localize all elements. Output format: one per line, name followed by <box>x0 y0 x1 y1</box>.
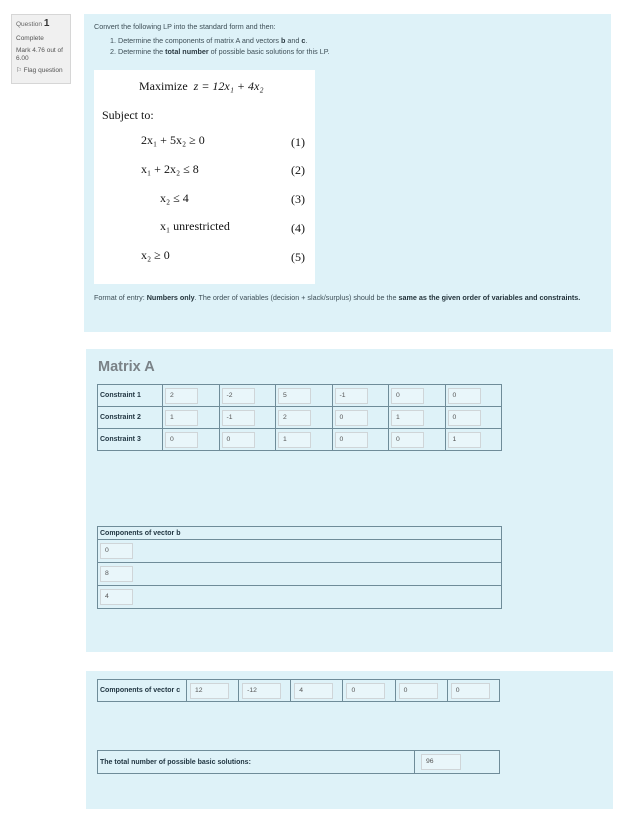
answer-input[interactable]: 0 <box>448 388 481 404</box>
table-row <box>98 429 502 451</box>
answer-input[interactable]: -1 <box>335 388 368 404</box>
vector-b-table <box>97 526 502 609</box>
question-text <box>94 22 599 58</box>
answer-input[interactable]: 2 <box>165 388 198 404</box>
lp-constraint-4: x₁ unrestricted <box>160 219 230 233</box>
answer-input[interactable]: 0 <box>451 683 490 699</box>
lp-subject-to: Subject to: <box>102 108 154 122</box>
lp-constraint-1-number: (1) <box>291 135 305 149</box>
row-label: Constraint 2 <box>98 407 163 429</box>
vector-b-header: Components of vector b <box>98 527 502 540</box>
answer-input[interactable]: 1 <box>391 410 424 426</box>
format-instructions: Format of entry: Numbers only. The order of variables (decision + slack/surplus) should be the same as the given order of variables and constraints. <box>94 293 581 302</box>
question-info-box <box>11 14 71 84</box>
table-row <box>98 751 500 774</box>
answer-input[interactable]: 0 <box>335 432 368 448</box>
question-text-panel <box>84 14 611 332</box>
task-item-2: 2. Determine the total number of possible basic solutions for this LP. <box>118 47 599 56</box>
answer-input[interactable]: 0 <box>391 388 424 404</box>
lp-constraint-2: x₁ + 2x₂ ≤ 8 <box>141 162 199 176</box>
answer-input[interactable]: -1 <box>222 410 255 426</box>
answer-input[interactable]: 0 <box>100 543 133 559</box>
answer-input[interactable]: 0 <box>399 683 438 699</box>
answer-input[interactable]: 0 <box>346 683 385 699</box>
answer-input[interactable]: 0 <box>222 432 255 448</box>
task-item-1: 1. Determine the components of matrix A and vectors b and c. <box>118 36 599 45</box>
row-label: Constraint 1 <box>98 385 163 407</box>
question-number: Question 1 <box>16 18 50 29</box>
lp-constraint-5: x₂ ≥ 0 <box>141 248 170 262</box>
answer-input[interactable]: -2 <box>222 388 255 404</box>
answer-input[interactable]: 5 <box>278 388 311 404</box>
answer-input[interactable]: 1 <box>448 432 481 448</box>
answer-input[interactable]: 0 <box>335 410 368 426</box>
task-list <box>94 36 599 56</box>
answer-input[interactable]: 0 <box>391 432 424 448</box>
table-row <box>98 407 502 429</box>
answer-input[interactable]: 8 <box>100 566 133 582</box>
question-intro: Convert the following LP into the standard form and then: <box>94 22 276 31</box>
flag-icon: ⚐ <box>16 66 22 74</box>
answer-input[interactable]: 12 <box>190 683 229 699</box>
lp-constraint-3: x₂ ≤ 4 <box>160 191 189 205</box>
matrix-title: Matrix A <box>98 359 155 375</box>
lp-constraint-1: 2x₁ + 5x₂ ≥ 0 <box>141 133 205 147</box>
answer-input[interactable]: 1 <box>278 432 311 448</box>
lp-constraint-2-number: (2) <box>291 163 305 177</box>
total-solutions-label: The total number of possible basic solutions: <box>98 751 415 774</box>
table-row <box>98 540 502 563</box>
vector-c-label: Components of vector c <box>98 680 187 702</box>
matrix-a-table <box>97 384 502 451</box>
question-state: Complete <box>16 34 44 42</box>
table-row <box>98 563 502 586</box>
answer-input[interactable]: 4 <box>100 589 133 605</box>
total-solutions-table <box>97 750 500 774</box>
table-row <box>98 385 502 407</box>
flag-question-link[interactable]: ⚐ Flag question <box>16 66 63 74</box>
table-row <box>98 680 500 702</box>
total-solutions-input[interactable]: 96 <box>421 754 461 770</box>
lp-constraint-5-number: (5) <box>291 250 305 264</box>
table-row <box>98 586 502 609</box>
row-label: Constraint 3 <box>98 429 163 451</box>
answer-input[interactable]: 0 <box>165 432 198 448</box>
lp-objective: Maximize z = 12x₁ + 4x₂ <box>139 79 264 93</box>
lp-constraint-4-number: (4) <box>291 221 305 235</box>
answer-input[interactable]: 4 <box>294 683 333 699</box>
matrix-panel <box>86 349 613 652</box>
vector-c-panel <box>86 671 613 809</box>
answer-input[interactable]: 0 <box>448 410 481 426</box>
question-mark: Mark 4.76 out of 6.00 <box>16 46 63 62</box>
answer-input[interactable]: -12 <box>242 683 281 699</box>
lp-constraint-3-number: (3) <box>291 192 305 206</box>
lp-formulation-image <box>94 70 315 284</box>
answer-input[interactable]: 2 <box>278 410 311 426</box>
table-row <box>98 527 502 540</box>
answer-input[interactable]: 1 <box>165 410 198 426</box>
vector-c-table <box>97 679 500 702</box>
